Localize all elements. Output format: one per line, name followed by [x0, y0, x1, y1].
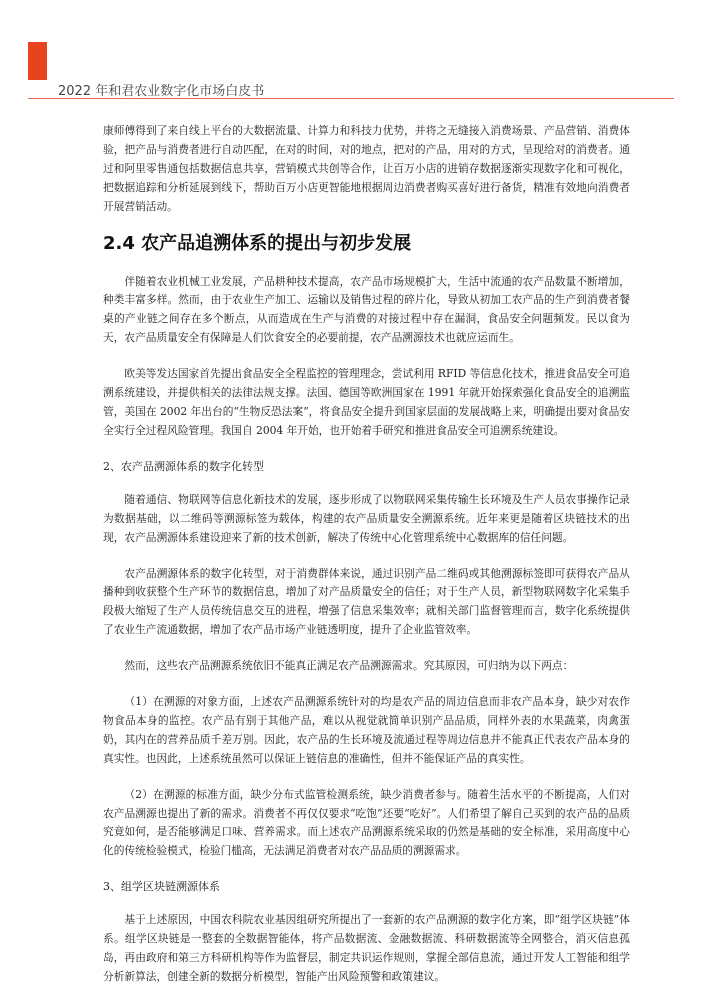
sub-heading-digital-transformation: 2、农产品溯源体系的数字化转型	[103, 459, 264, 473]
paragraph-point-2: （2）在溯源的标准方面，缺少分布式监管检测系统，缺少消费者参与。随着生活水平的不断提高，人们对农产品溯源也提出了新的需求。消费者不再仅仅要求“吃饱”还要“吃好”。人们希望了解自己买到的农产品的品质究竟如何，是否能够满足口味、营养需求。而上述农产品溯源系统采取的仍然是基础的安全标准，采用高度中心化的传统检验模式，检验门槛高，无法满足消费者对农产品品质的溯源需求。	[103, 787, 630, 858]
paragraph-international: 欧美等发达国家首先提出食品安全全程监控的管理理念，尝试利用 RFID 等信息化技术，推进食品安全可追溯系统建设，并提供相关的法律法规支撑。法国、德国等欧洲国家在 1991 年就开始探索强化食品安全的追溯监管，美国在 2002 年出台的“生物反恐法案”，将食品安全提升到国家层面的发展战略上来，明确提出要对食品安全实行全过程风险管理。我国自 2004 年开始，也开始着手研究和推进食品安全可追溯系统建设。	[103, 367, 630, 437]
section-heading: 2.4 农产品追溯体系的提出与初步发展	[103, 232, 412, 254]
paragraph-iot-traceability: 随着通信、物联网等信息化新技术的发展，逐步形成了以物联网采集传输生长环境及生产人员农事操作记录为数据基础，以二维码等溯源标签为载体，构建的农产品质量安全溯源系统。近年来更是随着区块链技术的出现，农产品溯源体系建设迎来了新的技术创新，解决了传统中心化管理系统中心数据库的信任问题。	[103, 492, 630, 544]
paragraph-digital-benefits: 农产品溯源体系的数字化转型，对于消费群体来说，通过识别产品二维码或其他溯源标签即可获得农产品从播种到收获整个生产环节的数据信息，增加了对产品质量安全的信任；对于生产人员，新型物联网数字化采集手段极大缩短了生产人员传统信息交互的进程，增强了信息采集效率；就相关部门监督管理而言，数字化系统提供了农业生产流通数据，增加了农产品市场产业链透明度，提升了企业监管效率。	[103, 566, 630, 637]
paragraph-omics-blockchain: 基于上述原因，中国农科院农业基因组研究所提出了一套新的农产品溯源的数字化方案，即“组学区块链”体系。组学区块链是一整套的全数据智能体，将产品数据流、金融数据流、科研数据流等全网整合，消灭信息孤岛，再由政府和第三方科研机构等作为监督层，制定共识运作规则，掌握全部信息流，通过开发人工智能和组学分析新算法，创建全新的数据分析模型，智能产出风险预警和政策建议。	[103, 913, 630, 983]
paragraph-intro: 康师傅得到了来自线上平台的大数据流量、计算力和科技力优势，并将之无缝接入消费场景、产品营销、消费体验，把产品与消费者进行自动匹配，在对的时间，对的地点，把对的产品，用对的方式，呈现给对的消费者。通过和阿里零售通包括数据信息共享，营销模式共创等合作，让百万小店的进销存数据逐渐实现数字化和可视化，把数据追踪和分析延展到线下，帮助百万小店更智能地根据周边消费者购买喜好进行备货，精准有效地向消费者开展营销活动。	[103, 124, 630, 213]
sub-heading-omics-blockchain: 3、组学区块链溯源体系	[103, 880, 220, 894]
paragraph-background: 伴随着农业机械工业发展，产品耕种技术提高，农产品市场规模扩大，生活中流通的农产品数量不断增加，种类丰富多样。然而，由于农业生产加工、运输以及销售过程的碎片化，导致从初加工农产品的生产到消费者餐桌的产业链之间存在多个断点，从而造成在生产与消费的对接过程中存在漏洞，食品安全问题频发。民以食为天，农产品质量安全有保障是人们饮食安全的必要前提，农产品溯源技术也就应运而生。	[103, 274, 630, 345]
paragraph-limitations: 然而，这些农产品溯源系统依旧不能真正满足农产品溯源需求。究其原因，可归纳为以下两点：	[124, 659, 574, 673]
paragraph-point-1: （1）在溯源的对象方面，上述农产品溯源系统针对的均是农产品的周边信息而非农产品本身，缺少对农作物食品本身的监控。农产品有别于其他产品，难以从视觉就简单识别产品品质，同样外表的水果蔬菜，肉禽蛋奶，其内在的营养品质千差万别。因此，农产品的生长环境及流通过程等周边信息并不能真正代表农产品本身的真实性。也因此，上述系统虽然可以保证上链信息的准确性，但并不能保证产品的真实性。	[103, 695, 630, 765]
header-accent-bar	[28, 42, 47, 80]
page-header-title: 2022 年和君农业数字化市场白皮书	[58, 84, 265, 99]
header-divider	[28, 98, 674, 99]
document-body	[103, 122, 630, 987]
